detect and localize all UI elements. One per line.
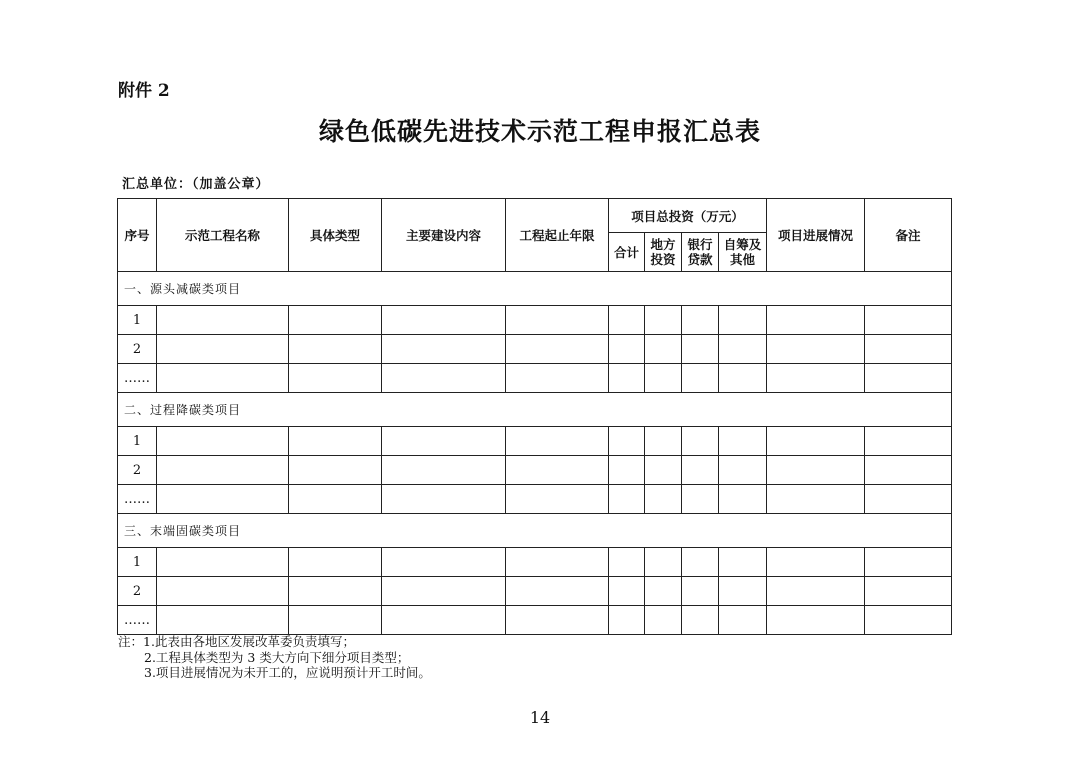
- row-seq: 2: [118, 577, 157, 606]
- empty-cell: [767, 548, 865, 577]
- header-seq: 序号: [118, 199, 157, 272]
- empty-cell: [865, 577, 952, 606]
- empty-cell: [382, 456, 506, 485]
- summary-table: [117, 198, 952, 635]
- note-item: 2.工程具体类型为 3 类大方向下细分项目类型；: [144, 649, 410, 665]
- empty-cell: [645, 456, 682, 485]
- empty-cell: [609, 364, 645, 393]
- empty-cell: [682, 364, 719, 393]
- empty-cell: [682, 485, 719, 514]
- empty-cell: [645, 335, 682, 364]
- empty-cell: [609, 485, 645, 514]
- note-item: 3.项目进展情况为未开工的，应说明预计开工时间。: [144, 665, 431, 680]
- row-seq: 2: [118, 456, 157, 485]
- empty-cell: [506, 456, 609, 485]
- header-progress: 项目进展情况: [767, 199, 865, 272]
- document-title: 绿色低碳先进技术示范工程申报汇总表: [318, 117, 761, 146]
- empty-cell: [865, 456, 952, 485]
- empty-cell: [682, 606, 719, 635]
- header-specific-type: 具体类型: [289, 199, 382, 272]
- empty-cell: [682, 335, 719, 364]
- empty-cell: [865, 306, 952, 335]
- row-seq: ……: [118, 485, 157, 514]
- empty-cell: [645, 306, 682, 335]
- empty-cell: [382, 577, 506, 606]
- empty-cell: [157, 548, 289, 577]
- empty-cell: [609, 606, 645, 635]
- empty-cell: [719, 427, 767, 456]
- attachment-label: 附件 2: [118, 81, 170, 101]
- empty-cell: [506, 364, 609, 393]
- empty-cell: [157, 335, 289, 364]
- empty-cell: [289, 485, 382, 514]
- empty-cell: [506, 485, 609, 514]
- row-seq: 1: [118, 306, 157, 335]
- empty-cell: [682, 427, 719, 456]
- header-self-raised: [719, 233, 767, 272]
- empty-cell: [157, 364, 289, 393]
- empty-cell: [767, 306, 865, 335]
- header-main-content: 主要建设内容: [382, 199, 506, 272]
- empty-cell: [719, 364, 767, 393]
- header-local-line1: 地方: [650, 237, 676, 252]
- row-seq: 1: [118, 427, 157, 456]
- empty-cell: [382, 606, 506, 635]
- header-remarks: 备注: [865, 199, 952, 272]
- header-bank-line2: 贷款: [687, 252, 713, 267]
- empty-cell: [865, 364, 952, 393]
- empty-cell: [289, 548, 382, 577]
- reporting-unit-label: 汇总单位：（加盖公章）: [122, 177, 270, 192]
- empty-cell: [645, 364, 682, 393]
- header-bank-line1: 银行: [687, 237, 713, 252]
- empty-cell: [719, 335, 767, 364]
- empty-cell: [506, 335, 609, 364]
- empty-cell: [609, 306, 645, 335]
- empty-cell: [645, 577, 682, 606]
- empty-cell: [157, 306, 289, 335]
- empty-cell: [682, 577, 719, 606]
- page-number: 14: [529, 708, 551, 727]
- empty-cell: [719, 456, 767, 485]
- row-seq: 1: [118, 548, 157, 577]
- row-seq: 2: [118, 335, 157, 364]
- notes: [118, 634, 431, 681]
- header-self-line2: 其他: [730, 252, 756, 267]
- empty-cell: [767, 456, 865, 485]
- empty-cell: [289, 456, 382, 485]
- empty-cell: [682, 456, 719, 485]
- empty-cell: [719, 485, 767, 514]
- header-period: 工程起止年限: [506, 199, 609, 272]
- empty-cell: [865, 548, 952, 577]
- empty-cell: [382, 335, 506, 364]
- empty-cell: [767, 485, 865, 514]
- section-title: 二、过程降碳类项目: [118, 393, 952, 427]
- empty-cell: [157, 485, 289, 514]
- note-item: 1.此表由各地区发展改革委负责填写；: [143, 634, 355, 649]
- empty-cell: [682, 306, 719, 335]
- empty-cell: [767, 364, 865, 393]
- empty-cell: [506, 548, 609, 577]
- empty-cell: [767, 606, 865, 635]
- empty-cell: [609, 548, 645, 577]
- empty-cell: [382, 485, 506, 514]
- empty-cell: [719, 306, 767, 335]
- note-line-1: [118, 634, 431, 650]
- empty-cell: [682, 548, 719, 577]
- empty-cell: [609, 427, 645, 456]
- header-project-name: 示范工程名称: [157, 199, 289, 272]
- row-seq: ……: [118, 364, 157, 393]
- empty-cell: [157, 427, 289, 456]
- note-prefix: 注：: [118, 634, 144, 649]
- header-bank-loan: [682, 233, 719, 272]
- empty-cell: [609, 335, 645, 364]
- empty-cell: [719, 548, 767, 577]
- empty-cell: [609, 577, 645, 606]
- empty-cell: [382, 306, 506, 335]
- empty-cell: [382, 548, 506, 577]
- empty-cell: [645, 427, 682, 456]
- empty-cell: [289, 427, 382, 456]
- empty-cell: [609, 456, 645, 485]
- empty-cell: [767, 427, 865, 456]
- empty-cell: [289, 335, 382, 364]
- empty-cell: [719, 606, 767, 635]
- empty-cell: [382, 364, 506, 393]
- empty-cell: [865, 485, 952, 514]
- header-self-line1: 自筹及: [723, 237, 762, 252]
- header-local-line2: 投资: [650, 252, 676, 267]
- empty-cell: [506, 306, 609, 335]
- empty-cell: [645, 548, 682, 577]
- empty-cell: [506, 577, 609, 606]
- empty-cell: [289, 306, 382, 335]
- header-total: 合计: [609, 233, 645, 272]
- section-title: 三、末端固碳类项目: [118, 514, 952, 548]
- empty-cell: [506, 606, 609, 635]
- empty-cell: [865, 335, 952, 364]
- empty-cell: [865, 427, 952, 456]
- empty-cell: [382, 427, 506, 456]
- empty-cell: [767, 335, 865, 364]
- empty-cell: [506, 427, 609, 456]
- row-seq: ……: [118, 606, 157, 635]
- empty-cell: [719, 577, 767, 606]
- empty-cell: [157, 577, 289, 606]
- empty-cell: [289, 364, 382, 393]
- empty-cell: [767, 577, 865, 606]
- empty-cell: [865, 606, 952, 635]
- empty-cell: [289, 606, 382, 635]
- note-line-2: [118, 650, 431, 666]
- empty-cell: [645, 606, 682, 635]
- empty-cell: [157, 456, 289, 485]
- section-title: 一、源头减碳类项目: [118, 272, 952, 306]
- note-line-3: [118, 665, 431, 681]
- header-local-investment: [645, 233, 682, 272]
- header-investment-group: 项目总投资（万元）: [609, 199, 767, 233]
- empty-cell: [289, 577, 382, 606]
- empty-cell: [645, 485, 682, 514]
- empty-cell: [157, 606, 289, 635]
